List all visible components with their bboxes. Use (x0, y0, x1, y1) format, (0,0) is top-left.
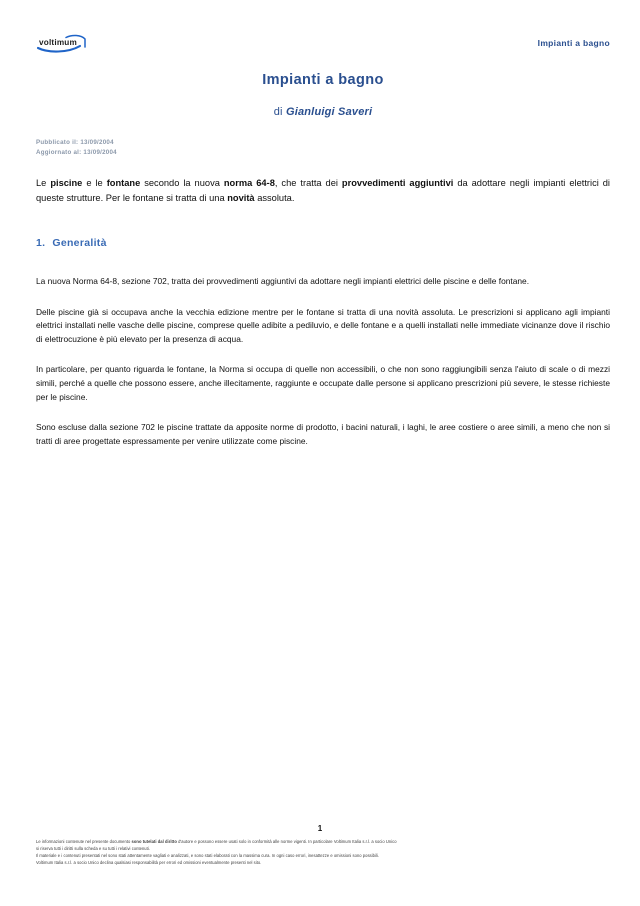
section-number: 1. (36, 237, 46, 250)
voltimum-logo (36, 34, 98, 54)
intro-bold-provvedimenti: provvedimenti aggiuntivi (341, 178, 454, 189)
author-name: Gianluigi Saveri (285, 106, 373, 118)
disclaimer-line-4: Voltimum Italia s.r.l. a socio Unico declina qualsiasi responsabilità per errori ed omissioni eventualmente presenti nel sito. (36, 860, 262, 866)
disclaimer-line-3: Il materiale e i contenuti presentati nel sono stati attentamente vagliati e analizzati, e sono stati elaborati con la massima cura. In ogni caso errori, inesattezze e omissioni sono possibili. (36, 853, 380, 859)
section-heading-generalita (36, 237, 610, 249)
page-header (36, 34, 610, 70)
intro-bold-fontane: fontane (106, 178, 141, 189)
body-paragraph: In particolare, per quanto riguarda le fontane, la Norma si occupa di quelle non accessibili, o che non sono raggiungibili senza l'aiuto di scale o di mezzi simili, perché a quelle che possono essere, anche illecitamente, raggiunte e occupate dalle persone si applicano prescrizioni più severe, le stesse richieste per le piscine. (36, 364, 610, 402)
intro-text-1: Le (36, 178, 51, 189)
body-paragraph: La nuova Norma 64-8, sezione 702, tratta dei provvedimenti aggiuntivi da adottare negli impianti elettrici delle piscine e delle fontane. (36, 276, 530, 287)
section-title: Generalità (52, 237, 107, 250)
intro-bold-novita: novità (227, 192, 255, 203)
intro-text-5: da adottare negli impianti elettrici di queste strutture. Per le fontane si tratta di una (36, 178, 610, 203)
page-title: Impianti a bagno (262, 72, 384, 88)
published-date: Pubblicato il: 13/09/2004 (36, 139, 114, 146)
body-paragraph: Delle piscine già si occupava anche la vecchia edizione mentre per le fontane si tratta di una novità assoluta. Le prescrizioni si applicano agli impianti elettrici installati nelle vasche delle piscine, comprese quelle adibite a pediluvio, e delle fontane e a quelli installati nelle immediate vicinanze dove il rischio di elettrocuzione è più elevato per la presenza di acqua. (36, 306, 610, 344)
intro-text-2: e le (82, 178, 107, 189)
page-content (36, 0, 610, 457)
publication-dates (36, 138, 610, 157)
byline-prefix: di (273, 106, 286, 118)
section-body (36, 275, 610, 448)
disclaimer-line-1-a: Le informazioni contenute nel presente documento (36, 839, 132, 844)
author-byline (36, 88, 610, 118)
footer-disclaimer (36, 838, 610, 866)
intro-text-3: secondo la nuova (140, 178, 224, 189)
running-header-title: Impianti a bagno (537, 38, 610, 48)
intro-text-4: , che tratta dei (274, 178, 342, 189)
intro-bold-norma: norma 64-8 (223, 178, 275, 189)
intro-bold-piscine: piscine (50, 178, 83, 189)
intro-paragraph (36, 176, 610, 205)
disclaimer-line-2: si riserva tutti i diritti sulla scheda e su tutti i relativi contenuti. (36, 846, 150, 852)
intro-text-6: assoluta. (254, 192, 295, 203)
disclaimer-line-1-b: sono tutelati dal diritto (131, 839, 177, 844)
page-number: 1 (317, 824, 323, 833)
svg-text:voltimum: voltimum (39, 38, 77, 47)
disclaimer-line-1-c: d'autore e possono essere usati solo in conformità alle norme vigenti. In particolare Voltimum Italia s.r.l. a socio Unico (176, 839, 397, 844)
disclaimer-line-1 (36, 838, 610, 845)
updated-date: Aggiornato al: 13/09/2004 (36, 148, 117, 156)
body-paragraph: Sono escluse dalla sezione 702 le piscine trattate da apposite norme di prodotto, i bacini naturali, i laghi, le aree costiere o aree simili, a meno che non si tratti di aree progettate espressamente per venire utilizzate come piscine. (36, 422, 610, 446)
